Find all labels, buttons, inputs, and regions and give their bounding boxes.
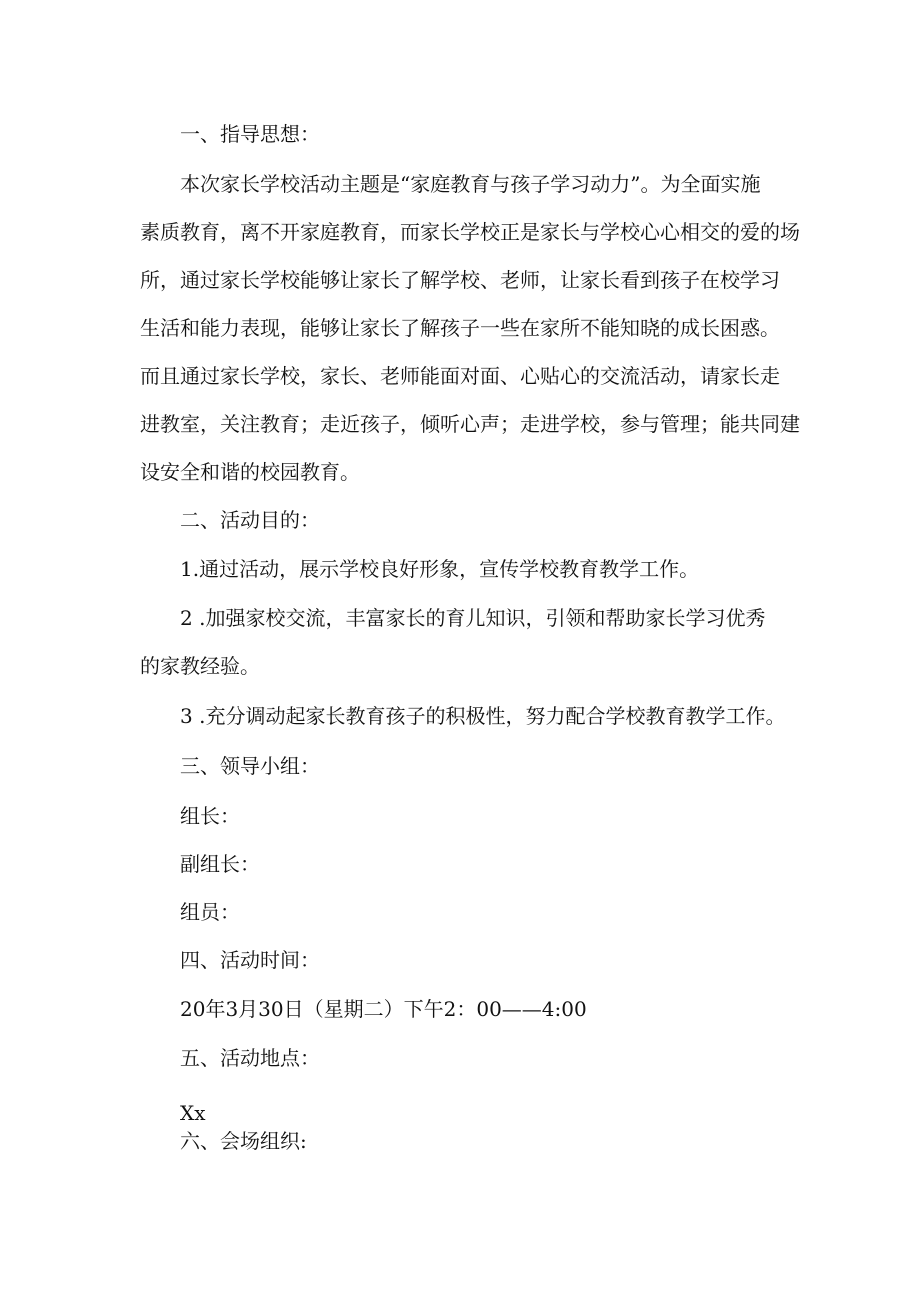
list-item: 1.通过活动，展示学校良好形象，宣传学校教育教学工作。	[180, 557, 700, 581]
activity-time-value: 20年3月30日（星期二）下午2：00——4:00	[180, 997, 587, 1021]
section-heading-activity-time: 四、活动时间：	[180, 948, 320, 972]
section-heading-leadership-group: 三、领导小组：	[180, 754, 320, 778]
paragraph-line: 设安全和谐的校园教育。	[140, 460, 360, 484]
section-heading-activity-purpose: 二、活动目的：	[180, 508, 320, 532]
list-item-continuation: 的家教经验。	[140, 654, 260, 678]
paragraph-line: 而且通过家长学校，家长、老师能面对面、心贴心的交流活动，请家长走	[140, 364, 780, 388]
paragraph-line: 本次家长学校活动主题是“家庭教育与孩子学习动力”。为全面实施	[180, 172, 761, 196]
section-heading-guiding-thought: 一、指导思想：	[180, 122, 320, 146]
deputy-leader-label: 副组长：	[180, 852, 260, 876]
section-heading-activity-location: 五、活动地点：	[180, 1046, 320, 1070]
group-leader-label: 组长：	[180, 804, 240, 828]
section-heading-venue-organization: 六、会场组织:	[180, 1129, 307, 1153]
group-members-label: 组员：	[180, 900, 240, 924]
list-item: 3 .充分调动起家长教育孩子的积极性，努力配合学校教育教学工作。	[180, 704, 786, 728]
list-item: 2 .加强家校交流，丰富家长的育儿知识，引领和帮助家长学习优秀	[180, 606, 766, 630]
paragraph-line: 进教室，关注教育；走近孩子，倾听心声；走进学校，参与管理；能共同建	[140, 412, 800, 436]
activity-location-value: Xx	[180, 1101, 206, 1125]
paragraph-line: 所，通过家长学校能够让家长了解学校、老师，让家长看到孩子在校学习	[140, 268, 780, 292]
paragraph-line: 素质教育，离不开家庭教育，而家长学校正是家长与学校心心相交的爱的场	[140, 220, 800, 244]
paragraph-line: 生活和能力表现，能够让家长了解孩子一些在家所不能知晓的成长困惑。	[140, 316, 780, 340]
